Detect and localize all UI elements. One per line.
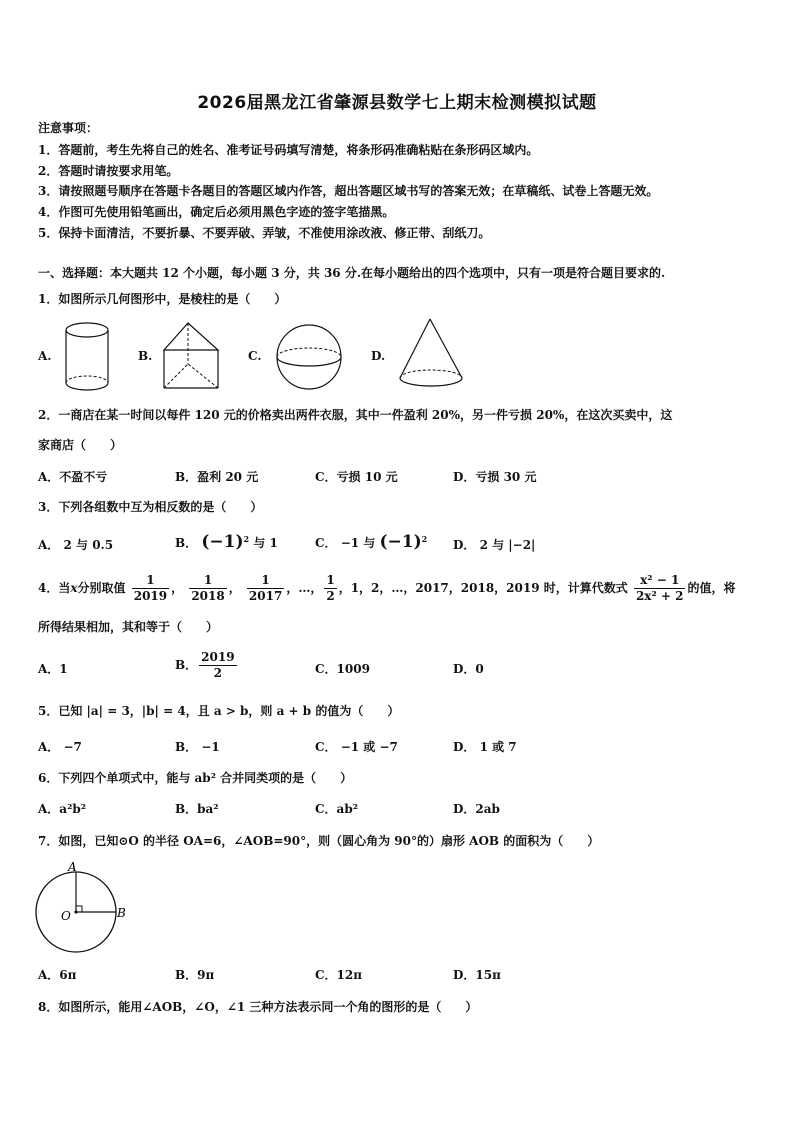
q3-option-c: [315, 532, 427, 550]
q6-option-b: B．ba²: [175, 802, 219, 816]
notice-item-1: 1．答题前，考生先将自己的姓名、准考证号码填写清楚，将条形码准确粘贴在条形码区域内。: [38, 143, 539, 157]
q4-frac-2: $\frac{1}{2018}$: [191, 573, 225, 603]
q3-option-c-label: C． −1 与: [315, 536, 376, 550]
q5-stem: 5．已知 |a| = 3，|b| = 4，且 a > b，则 a + b 的值为（ ）: [38, 704, 400, 718]
q1-label-c: C.: [248, 349, 262, 363]
q5-option-d: D． 1 或 7: [453, 740, 517, 754]
cone-figure: [394, 316, 468, 396]
q4-frac-1: $\frac{1}{2019}$: [133, 573, 168, 603]
q1-stem: 1．如图所示几何图形中，是棱柱的是（ ）: [38, 292, 287, 306]
notice-item-3: 3．请按照题号顺序在答题卡各题目的答题区域内作答，超出答题区域书写的答案无效；在草稿纸、试卷上答题无效。: [38, 184, 659, 198]
q2-stem-line1: 2．一商店在某一时间以每件 120 元的价格卖出两件衣服，其中一件盈利 20%，另一件亏损 20%，在这次买卖中，这: [38, 408, 673, 422]
notice-item-2: 2．答题时请按要求用笔。: [38, 164, 179, 178]
q7-option-d: D．15π: [453, 968, 501, 982]
notice-item-4: 4．作图可先使用铅笔画出，确定后必须用黑色字迹的签字笔描黑。: [38, 205, 395, 219]
q2-option-b: B．盈利 20 元: [175, 470, 259, 484]
q1-label-b: B.: [138, 349, 153, 363]
q6-option-a: A．a²b²: [38, 802, 86, 816]
q4-pre: 4．当: [38, 581, 71, 595]
point-a-label: A: [68, 860, 77, 874]
q3-option-b-post: 与 1: [253, 536, 278, 550]
circle-sector-figure: [30, 860, 140, 960]
q7-option-a: A．6π: [38, 968, 77, 982]
q4-option-b-label: B．: [175, 658, 198, 672]
q4-seq: ，1，2，…，2017，2018，2019 时，计算代数式: [338, 581, 628, 595]
q4-frac-3: $\frac{1}{2017}$: [248, 573, 283, 603]
q3-option-c-exp: 2: [421, 534, 428, 544]
section-heading: 一、选择题：本大题共 12 个小题，每小题 3 分，共 36 分.在每小题给出的四个选项中，只有一项是符合题目要求的.: [38, 266, 666, 280]
q3-option-b-base: (−1): [201, 532, 244, 552]
q4-var: x: [70, 581, 78, 595]
point-o-label: O: [61, 909, 71, 923]
q3-option-a: A． 2 与 0.5: [38, 538, 114, 552]
q4-option-b-frac: $\frac{2019}{2}$: [201, 650, 235, 680]
notice-item-5: 5．保持卡面清洁，不要折暴、不要弄破、弄皱，不准使用涂改液、修正带、刮纸刀。: [38, 226, 491, 240]
q4-expression: $\frac{\text{x² − 1}}{\text{2x² + 2}}$: [635, 573, 684, 603]
q3-option-b: [175, 532, 278, 550]
q4-option-a: A．1: [38, 662, 68, 676]
point-b-label: B: [117, 906, 126, 920]
q6-stem: 6．下列四个单项式中，能与 ab² 合并同类项的是（ ）: [38, 771, 353, 785]
q4-stem-line2: 所得结果相加，其和等于（ ）: [38, 620, 219, 634]
q6-option-d: D．2ab: [453, 802, 500, 816]
cylinder-figure: [60, 320, 114, 394]
q4-post: 的值，将: [687, 581, 736, 595]
q2-option-a: A．不盈不亏: [38, 470, 108, 484]
q3-option-c-base: (−1): [379, 532, 422, 552]
q4-option-d: D．0: [453, 662, 484, 676]
q4-option-c: C．1009: [315, 662, 370, 676]
page-title: 2026届黑龙江省肇源县数学七上期末检测模拟试题: [197, 93, 597, 113]
q7-stem: 7．如图，已知⊙O 的半径 OA=6，∠AOB=90°，则（圆心角为 90°的）扇形 AOB 的面积为（ ）: [38, 834, 600, 848]
q4-mid: 分别取值: [77, 581, 126, 595]
q4-option-b: [175, 650, 239, 681]
q2-stem-line2: 家商店（ ）: [38, 438, 123, 452]
q5-option-c: C． −1 或 −7: [315, 740, 398, 754]
q5-option-a: A． −7: [38, 740, 82, 754]
q3-option-b-exp: 2: [243, 534, 250, 544]
q4-dots: ，…，: [286, 581, 323, 595]
q1-label-a: A.: [38, 349, 52, 363]
q3-stem: 3．下列各组数中互为相反数的是（ ）: [38, 500, 263, 514]
q2-option-d: D．亏损 30 元: [453, 470, 537, 484]
prism-figure: [156, 320, 228, 394]
q5-option-b: B． −1: [175, 740, 220, 754]
q1-label-d: D.: [371, 349, 386, 363]
q7-option-b: B．9π: [175, 968, 215, 982]
q8-stem: 8．如图所示，能用∠AOB，∠O，∠1 三种方法表示同一个角的图形的是（ ）: [38, 1000, 478, 1014]
q3-option-b-label: B．: [175, 536, 198, 550]
q3-option-d: D． 2 与 |−2|: [453, 538, 536, 552]
q2-option-c: C．亏损 10 元: [315, 470, 398, 484]
q4-frac-4: $\frac{1}{2}$: [326, 573, 335, 603]
sphere-figure: [272, 322, 346, 392]
q7-option-c: C．12π: [315, 968, 363, 982]
q4-stem-line1: 4．当x分别取值 $\frac{1}{2019}$ ， $\frac{1}{2018}$ ， $\frac{1}{2017}$ ，…， $\frac{1}{2}$ ，1，2，…，2017，2018，2019 时，计算代数式 $\frac{\text{x² − 1}}{\text{2x² + 2}}$ 的值，将: [38, 573, 736, 603]
notice-heading: 注意事项：: [38, 121, 99, 135]
q6-option-c: C．ab²: [315, 802, 358, 816]
